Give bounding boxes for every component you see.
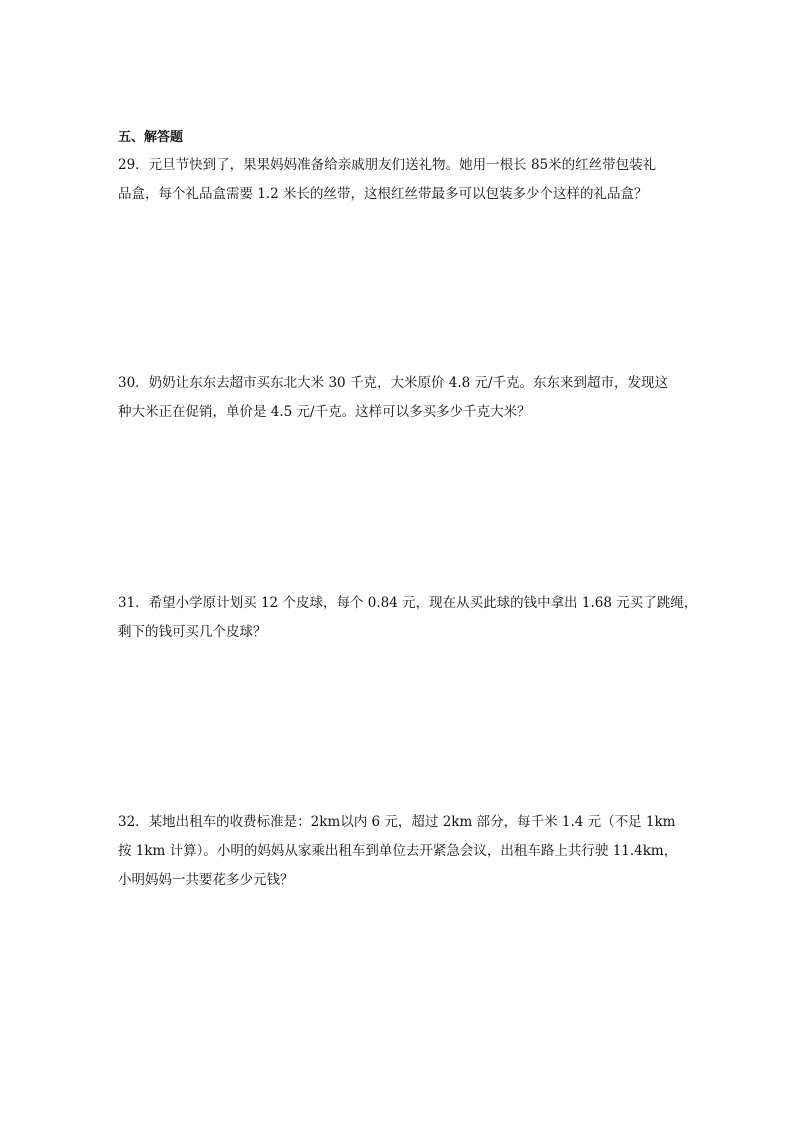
- question-29: [118, 151, 688, 209]
- question-line: 32．某地出租车的收费标准是：2km以内 6 元，超过 2km 部分，每千米 1.4 元（不足 1km: [118, 814, 676, 830]
- question-line: 品盒，每个礼品盒需要 1.2 米长的丝带，这根红丝带最多可以包装多少个这样的礼品盒？: [118, 186, 648, 202]
- question-32: [118, 808, 688, 895]
- question-31: [118, 589, 698, 647]
- question-line: 31．希望小学原计划买 12 个皮球，每个 0.84 元，现在从买此球的钱中拿出 1.68 元买了跳绳，: [118, 595, 698, 611]
- question-line: 种大米正在促销，单价是 4.5 元/千克。这样可以多买多少千克大米？: [118, 404, 531, 420]
- section-title: 五、解答题: [118, 130, 184, 145]
- question-line: 30．奶奶让东东去超市买东北大米 30 千克，大米原价 4.8 元/千克。东东来到超市，发现这: [118, 375, 669, 391]
- question-30: [118, 369, 688, 427]
- question-line: 剩下的钱可买几个皮球？: [118, 624, 267, 640]
- question-line: 29．元旦节快到了，果果妈妈准备给亲戚朋友们送礼物。她用一根长 85米的红丝带包装礼: [118, 157, 657, 173]
- question-line: 小明妈妈一共要花多少元钱？: [118, 872, 294, 888]
- question-line: 按 1km 计算）。小明的妈妈从家乘出租车到单位去开紧急会议，出租车路上共行驶 11.4km，: [118, 843, 678, 859]
